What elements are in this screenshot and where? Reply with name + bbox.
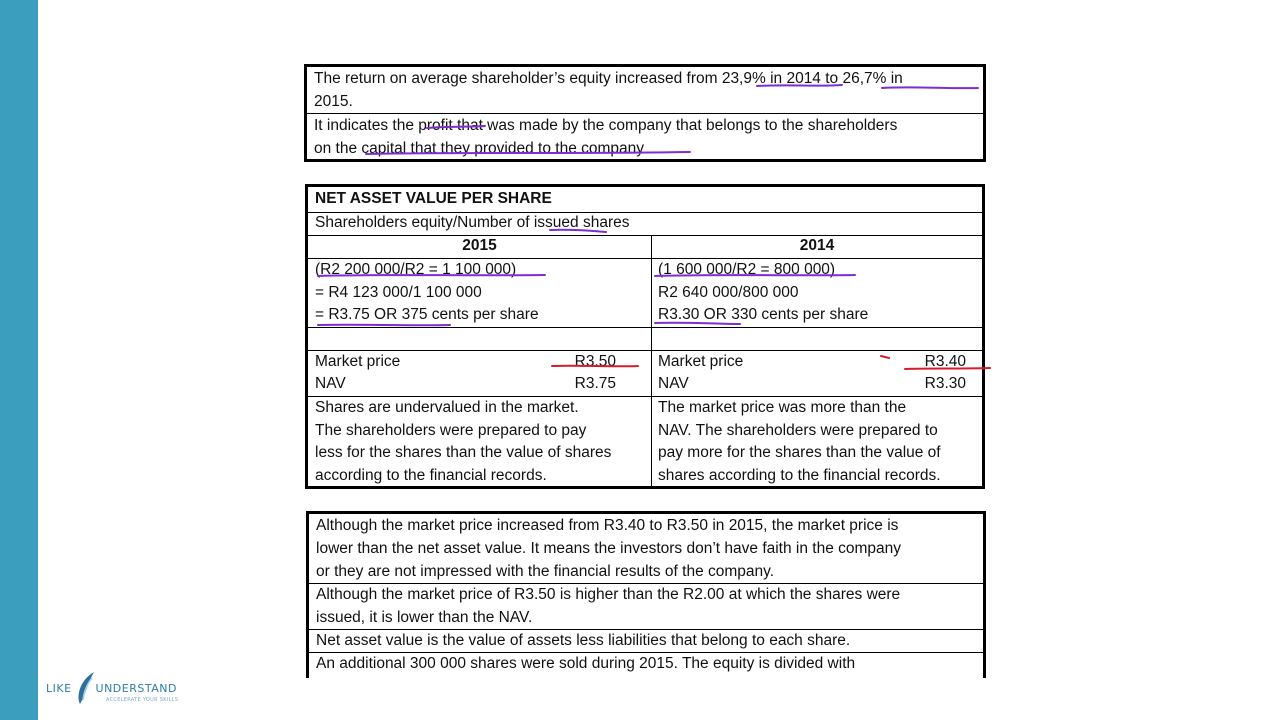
comment-2014-line: pay more for the shares than the value of (658, 444, 941, 461)
calc-2015-line: (R2 200 000/R2 = 1 100 000) (315, 261, 517, 278)
return-on-equity-box (304, 64, 986, 162)
comment-2015-line: The shareholders were prepared to pay (315, 422, 587, 439)
table-title: NET ASSET VALUE PER SHARE (315, 190, 552, 207)
roe-text-line: 2015. (314, 93, 353, 110)
calc-2015-line: = R3.75 OR 375 cents per share (315, 306, 539, 323)
row-divider (308, 350, 982, 351)
explanation-line: issued, it is lower than the NAV. (316, 609, 533, 626)
page-crop (300, 678, 1000, 720)
comment-2014-line: The market price was more than the (658, 399, 907, 416)
comment-text: Shares are undervalued in the market. (315, 399, 579, 416)
calc-2014-line: R3.30 OR 330 cents per share (658, 306, 869, 323)
column-divider (651, 235, 652, 486)
explanation-line: Although the market price increased from R3.40 to R3.50 in 2015, the market price is (316, 517, 899, 534)
row-divider (307, 113, 983, 114)
explanation-line: Although the market price of R3.50 is higher than the R2.00 at which the shares were (316, 586, 901, 603)
calc-2015-line: = R4 123 000/1 100 000 (315, 284, 482, 301)
calc-2014-line: (1 600 000/R2 = 800 000) (658, 261, 836, 278)
roe-text-line: It indicates the profit that was made by the company that belongs to the shareholders (314, 117, 898, 134)
comment-2014-line: NAV. The shareholders were prepared to (658, 422, 938, 439)
nav-2015: R3.75 (574, 375, 616, 392)
formula-text: Shareholders equity/Number of issued shares (315, 214, 630, 231)
market-price-label-2014: Market price (658, 353, 744, 370)
explanation-box (306, 511, 986, 701)
column-header-2015: 2015 (462, 237, 497, 254)
column-header-2014: 2014 (799, 237, 835, 254)
nav-per-share-table (305, 184, 985, 489)
row-divider (308, 327, 982, 328)
explanation-line: Net asset value is the value of assets less liabilities that belong to each share. (316, 632, 851, 649)
explanation-line: lower than the net asset value. It means the investors don’t have faith in the company (316, 540, 902, 557)
market-price-label-2015: Market price (315, 353, 401, 370)
left-accent-bar (0, 0, 38, 720)
comment-2015-line (315, 397, 579, 420)
roe-text-line: on the capital that they provided to the company (314, 140, 645, 157)
explanation-line: An additional 300 000 shares were sold during 2015. The equity is divided with (316, 655, 856, 672)
like2understand-logo (46, 670, 186, 710)
logo-tagline: ACCELERATE YOUR SKILLS (106, 697, 179, 703)
calc-2014-line: R2 640 000/800 000 (658, 284, 799, 301)
nav-label-2015: NAV (315, 375, 346, 392)
comment-2015-line: less for the shares than the value of shares (315, 444, 612, 461)
comment-2015-line: according to the financial records. (315, 467, 547, 484)
roe-text-line: The return on average shareholder’s equity increased from 23,9% in 2014 to 26,7% in (314, 70, 903, 87)
logo-wordmark: LIKE UNDERSTAND (46, 682, 177, 695)
market-price-2014: R3.40 (924, 353, 966, 370)
nav-label-2014: NAV (658, 375, 689, 392)
nav-2014: R3.30 (924, 375, 966, 392)
explanation-line: or they are not impressed with the financial results of the company. (316, 563, 775, 580)
market-price-2015: R3.50 (574, 353, 616, 370)
comment-2014-line: shares according to the financial records. (658, 467, 941, 484)
